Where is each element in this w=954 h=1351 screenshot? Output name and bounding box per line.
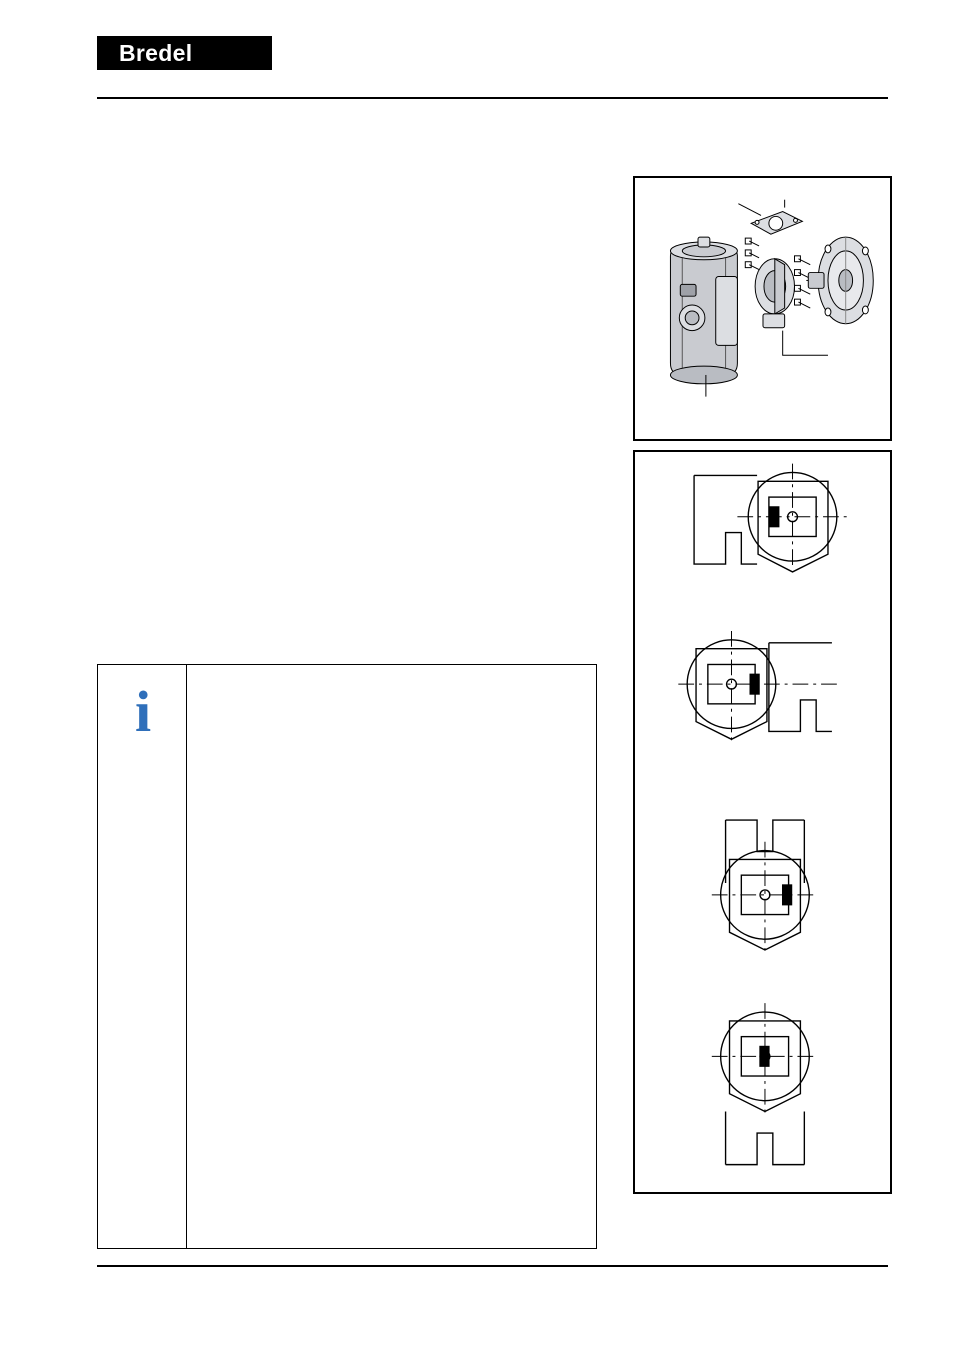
exploded-view-drawing: [635, 178, 890, 439]
header-divider: [97, 97, 888, 99]
exploded-view-figure: [633, 176, 892, 441]
information-note-box: [97, 664, 597, 1249]
information-icon: i: [134, 679, 152, 744]
footer-divider: [97, 1265, 888, 1267]
brand-logo: [97, 36, 272, 70]
mounting-orientations-drawing: [635, 452, 890, 1192]
mounting-orientations-figure: [633, 450, 892, 1194]
note-divider: [186, 665, 187, 1248]
brand-logo-label: Bredel: [119, 40, 193, 66]
